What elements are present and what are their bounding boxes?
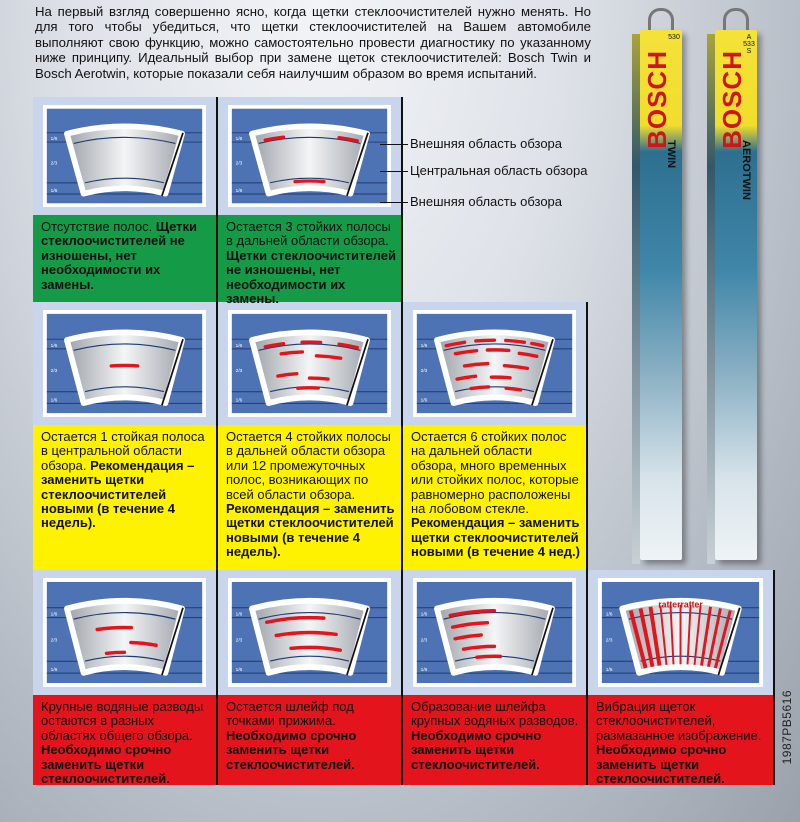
brand-logo: BOSCH — [642, 50, 672, 149]
windshield-diagram — [403, 570, 588, 695]
zone-fraction: 2/3 — [50, 160, 58, 166]
leader-line — [380, 202, 408, 203]
streak-mark — [106, 652, 124, 653]
zone-fraction: 1/6 — [420, 668, 428, 674]
streak-mark — [281, 352, 302, 354]
streak-mark — [506, 388, 521, 390]
windshield-diagram — [218, 97, 403, 215]
windshield-diagram — [33, 570, 218, 695]
zone-fraction: 2/3 — [50, 638, 58, 644]
zone-fraction: 2/3 — [235, 160, 243, 166]
zone-fraction: 1/6 — [50, 343, 58, 349]
diagnosis-description: Остается 4 стойких полосы в дальней области обзора или 12 промежуточных полос, возникающих по всей области обзора. — [226, 429, 391, 502]
zone-fraction: 1/6 — [50, 398, 58, 404]
zone-fraction: 2/3 — [605, 638, 613, 644]
diagnosis-recommendation: Рекомендация – заменить щетки стеклоочистителей новыми (в течение 4 недель). — [226, 501, 395, 560]
hanger-hook-icon — [723, 8, 749, 30]
product-bosch-twin — [640, 30, 682, 560]
zone-fraction: 1/6 — [235, 398, 243, 404]
diagnosis-text — [33, 425, 218, 570]
hanger-hook-icon — [648, 8, 674, 30]
windshield-diagram — [588, 570, 775, 695]
zone-fraction: 1/6 — [235, 612, 243, 618]
zone-fraction: 2/3 — [235, 369, 243, 375]
package-side — [632, 34, 640, 564]
diagnosis-text — [218, 215, 403, 307]
intro-text: На первый взгляд совершенно ясно, когда щетки стеклоочистителей нужно менять. Но для того чтобы убедиться, что щетки стеклоочистителей на Вашем автомобиле выполняют свою функцию, можно самостоятельно провести диагностику по указанному ниже принципу. Идеальный выбор при замене щеток стеклоочистителей: Bosch Twin и Bosch Aerotwin, которые показали себя наилучшим образом во время испытаний. — [35, 4, 591, 81]
diagnosis-text — [403, 425, 588, 570]
streak-mark — [477, 656, 501, 657]
diagnosis-description: Отсутствие полос. — [41, 219, 153, 234]
zone-fraction: 2/3 — [235, 638, 243, 644]
zone-fraction: 1/6 — [420, 398, 428, 404]
zone-fraction: 1/6 — [605, 668, 613, 674]
streak-mark — [491, 377, 510, 378]
streak-mark — [506, 340, 525, 342]
diagnosis-text — [403, 695, 588, 785]
diagnosis-recommendation: Рекомендация – заменить щетки стеклоочистителей новыми (в течение 4 недель). — [41, 457, 195, 531]
diagnosis-text — [218, 425, 403, 570]
zone-fraction: 1/6 — [235, 668, 243, 674]
leader-line — [380, 171, 408, 172]
zone-fraction: 1/6 — [420, 612, 428, 618]
diagnosis-text — [588, 695, 775, 785]
zone-fraction: 2/3 — [50, 369, 58, 375]
zone-fraction: 1/6 — [235, 136, 243, 142]
product-code: 530 — [668, 34, 680, 41]
zone-fraction: 1/6 — [235, 188, 243, 194]
streak-mark — [532, 343, 543, 345]
diagnosis-description: Вибрация щеток стеклоочистителей, размазанное изображение. — [596, 699, 762, 743]
streak-mark — [97, 628, 131, 630]
windshield-shape — [67, 126, 182, 193]
leader-line — [380, 144, 408, 145]
diagnosis-recommendation: Необходимо срочно заменить щетки стеклоочистителей. — [41, 742, 172, 787]
product-bosch-aerotwin — [715, 30, 757, 560]
label-center-zone: Центральная область обзора — [410, 163, 588, 178]
label-outer-top-zone: Внешняя область обзора — [410, 136, 563, 151]
diagnosis-recommendation: Рекомендация – заменить щетки стеклоочистителей новыми (в течение 4 нед.) — [411, 515, 580, 560]
windshield-shape — [252, 601, 367, 673]
zone-fraction: 2/3 — [420, 638, 428, 644]
diagnosis-text — [33, 695, 218, 785]
streak-mark — [476, 340, 495, 341]
package-side — [707, 34, 715, 564]
diagnosis-recommendation: Щетки стеклоочистителей не изношены, нет необходимости их замены. — [226, 247, 396, 307]
windshield-shape — [67, 601, 182, 673]
product-code: A 533 S — [743, 34, 755, 55]
diagnosis-recommendation: Необходимо срочно заменить щетки стеклоочистителей. — [226, 727, 357, 772]
windshield-diagram — [218, 302, 403, 425]
chatter-label: ratterratter — [658, 599, 703, 610]
diagnosis-text — [218, 695, 403, 785]
streak-mark — [471, 387, 489, 389]
product-line: AEROTWIN — [740, 140, 752, 200]
diagnosis-description: Остается 3 стойких полосы в дальней области обзора. — [226, 219, 391, 249]
diagnosis-description: Остается 6 стойких полос на дальней области обзора, много временных или стойких полос, которые равномерно расположены на лобовом стекле. — [411, 429, 579, 517]
product-line: TWIN — [665, 140, 677, 169]
zone-fraction: 1/6 — [50, 668, 58, 674]
streak-mark — [310, 378, 329, 379]
brand-logo: BOSCH — [717, 50, 747, 149]
windshield-diagram — [403, 302, 588, 425]
diagnosis-description: Остается шлейф под точками прижима. — [226, 699, 354, 729]
streak-mark — [487, 350, 508, 351]
windshield-diagram — [33, 302, 218, 425]
diagnosis-text — [33, 215, 218, 302]
diagnosis-description: Образование шлейфа крупных водяных разводов. — [411, 699, 579, 729]
zone-fraction: 1/6 — [50, 188, 58, 194]
zone-fraction: 1/6 — [420, 343, 428, 349]
diagnosis-recommendation: Необходимо срочно заменить щетки стеклоочистителей. — [411, 727, 542, 772]
zone-fraction: 1/6 — [50, 136, 58, 142]
label-outer-bottom-zone: Внешняя область обзора — [410, 194, 563, 209]
zone-fraction: 1/6 — [50, 612, 58, 618]
catalog-code: 1987PB5616 — [780, 690, 794, 765]
zone-fraction: 1/6 — [235, 343, 243, 349]
zone-fraction: 2/3 — [420, 369, 428, 375]
windshield-diagram — [218, 570, 403, 695]
windshield-shape — [67, 332, 182, 403]
diagnosis-recommendation: Щетки стеклоочистителей не изношены, нет необходимости их замены. — [41, 219, 198, 292]
diagnosis-recommendation: Необходимо срочно заменить щетки стеклоочистителей. — [596, 742, 727, 787]
windshield-diagram — [33, 97, 218, 215]
zone-fraction: 1/6 — [605, 612, 613, 618]
streak-mark — [295, 181, 324, 182]
diagnosis-description: Крупные водяные разводы остаются в разных областях общего обзора. — [41, 699, 204, 743]
diagnosis-description: Остается 1 стойкая полоса в центральной области обзора. — [41, 429, 205, 473]
windshield-shape — [252, 126, 367, 193]
